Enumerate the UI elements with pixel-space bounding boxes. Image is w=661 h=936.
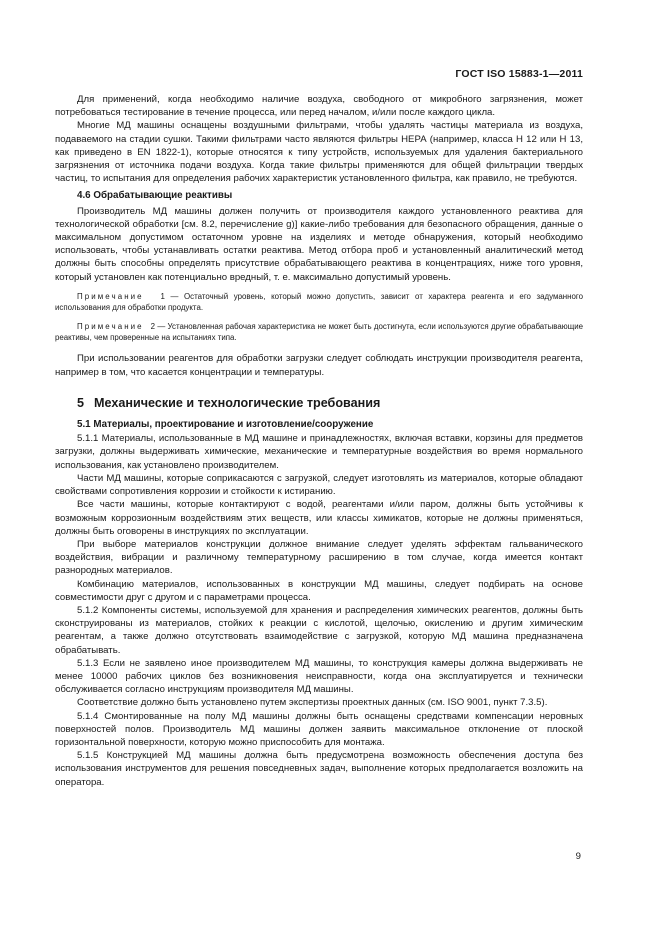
paragraph: При использовании реагентов для обработки загрузки следует соблюдать инструкции производителя реагента, например в том, что касается концентрации и температуры.: [55, 353, 583, 378]
paragraph: Комбинацию материалов, использованных в конструкции МД машины, следует подбирать на основе совместимости друг с другом и с параметрами процесса.: [55, 578, 583, 603]
paragraph: 5.1.4 Смонтированные на полу МД машины должны быть оснащены средствами компенсации неровных поверхностей полов. Производитель МД машины должен заявить максимальное отклонение от плоской горизонтальной поверхности, которую можно приспособить для монтажа.: [55, 710, 583, 748]
page-body: [55, 93, 583, 789]
section-5-title: [77, 397, 583, 410]
paragraph: При выборе материалов конструкции должное внимание следует уделять эффектам гальванического воздействия, вибрации и различному температурному расширению в том случае, когда имеется контакт разнородных материалов.: [55, 538, 583, 577]
paragraph: Все части машины, которые контактируют с водой, реагентами и/или паром, должны быть устойчивы к возможным коррозионным воздействиям этих веществ, или классы химикатов, которые не должны применяться, должны быть оговорены в инструкциях по эксплуатации.: [55, 499, 583, 537]
note-label: Примечание: [77, 321, 144, 331]
note-1: [55, 291, 583, 314]
paragraph: Многие МД машины оснащены воздушными фильтрами, чтобы удалять частицы материала из воздуха, подаваемого на стадии сушки. Такими фильтрами часто являются фильтры НЕРА (например, класса Н 12 или Н 13, как приведено в EN 1822-1), которые относятся к типу устройств, используемых для удаления бактериального загрязнения от источника подачи воздуха. Когда такие фильтры применяются для общей фильтрации твердых частиц, то испытания для определения рабочих характеристик установленного фильтра, как правило, не требуются.: [55, 120, 583, 185]
paragraph: Для применений, когда необходимо наличие воздуха, свободного от микробного загрязнения, может потребоваться тестирование в течение процесса, или перед началом, и/или после каждого цикла.: [55, 94, 583, 119]
section-4-6-title: 4.6 Обрабатывающие реактивы: [77, 190, 233, 202]
paragraph: Производитель МД машины должен получить от производителя каждого установленного реактива для технологической обработки [см. 8.2, перечисление g)] какие-либо требования для безопасного обращения, данные о максимальном допустимом остаточном уровне на изделиях и методе обнаружения, который необходимо использовать, чтобы устанавливать остатки реактива. Метод отбора проб и установленный аналитический метод должны быть способны определять присутствие обрабатывающего реактива в концентрациях, ниже того уровня, который установлен как потенциально вредный, т. е. максимально допустимый уровень.: [55, 205, 583, 283]
page-number: 9: [575, 851, 581, 862]
paragraph: 5.1.5 Конструкцией МД машины должна быть предусмотрена возможность обеспечения доступа без использования инструментов для решения повседневных задач, выполнение которых предполагается возложить на оператора.: [55, 750, 583, 788]
note-label: Примечание: [77, 291, 144, 301]
section-number: 5: [77, 395, 85, 410]
paragraph: Части МД машины, которые соприкасаются с загрузкой, следует изготовлять из материалов, которые обладают свойствами сопротивления коррозии и стойкости к истиранию.: [55, 472, 583, 498]
paragraph: 5.1.3 Если не заявлено иное производителем МД машины, то конструкция камеры должна выдерживать не менее 10000 рабочих циклов без возникновения неисправности, когда она эксплуатируется и технически обслуживается согласно инструкциям производителя МД машины.: [55, 657, 583, 696]
note-1-text: 1 — Остаточный уровень, который можно допустить, зависит от характера реагента и его задуманного использования для обработки продукта.: [55, 291, 583, 313]
note-2-text: 2 — Установленная рабочая характеристика не может быть достигнута, если используются другие обрабатывающие реактивы, чем проверенные на испытаниях типа.: [55, 321, 584, 343]
note-2: [55, 321, 583, 344]
paragraph: 5.1.1 Материалы, использованные в МД машине и принадлежностях, включая вставки, корзины для предметов загрузки, должны выдерживать химические, механические и температурные воздействия во время нормального использования, как установлено производителем.: [55, 433, 583, 471]
section-title-text: Механические и технологические требования: [94, 395, 381, 410]
paragraph: Соответствие должно быть установлено путем экспертизы проектных данных (см. ISO 9001, пункт 7.3.5).: [77, 697, 548, 709]
standard-header: ГОСТ ISO 15883-1—2011: [455, 68, 583, 80]
section-5-1-title: 5.1 Материалы, проектирование и изготовление/сооружение: [77, 419, 374, 431]
paragraph: 5.1.2 Компоненты системы, используемой для хранения и распределения химических реагентов, должны быть сконструированы из материалов, стойких к реакции с кислотой, щелочью, окислению и другим химическим реагентам, а также должно отсутствовать взаимодействие с загрузкой, которую МД машина предназначена обрабатывать.: [55, 604, 583, 656]
